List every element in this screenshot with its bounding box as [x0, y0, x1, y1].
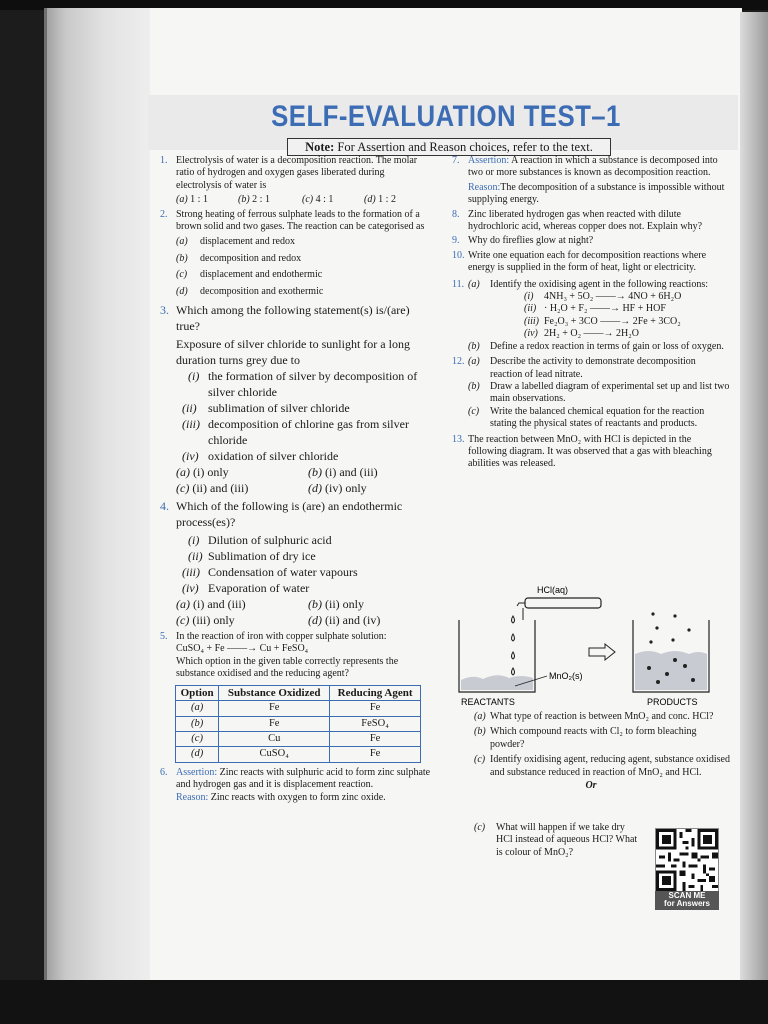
option: (a) (i) only [176, 465, 229, 480]
note-text: For Assertion and Reason choices, refer to the text. [337, 140, 593, 154]
mno2-label: MnO₂(s) [549, 671, 583, 681]
drop-icon [512, 616, 515, 675]
process-list [160, 532, 432, 596]
question-10 [452, 250, 730, 275]
option: (d) (iv) only [308, 481, 367, 496]
book-gutter [44, 8, 154, 980]
sub-question: (c) Write the balanced chemical equation for the reaction stating the physical states of reactants and products. [468, 405, 705, 430]
table-cell: Cu [219, 731, 330, 746]
process-item: (i) Dilution of sulphuric acid [188, 533, 332, 548]
right-column [452, 155, 730, 473]
sub-question: (b) Which compound reacts with Cl₂ to form bleaching powder? [474, 726, 697, 750]
option: (d) (ii) and (iv) [308, 613, 381, 628]
option: (b) (ii) only [308, 597, 364, 612]
question-number: 12. [452, 356, 465, 368]
note-box [287, 138, 611, 156]
reactants-beaker [459, 620, 535, 692]
question-13-alternative [452, 822, 642, 859]
reaction-list [468, 291, 730, 341]
question-3-block [160, 302, 432, 628]
question-text-continued: Which option in the given table correctly represents the substance oxidised and the reducing agent? [176, 655, 399, 680]
reaction: (i) 4NH₃ + 5O₂ ——→ 4NO + 6H₂O [524, 291, 682, 303]
book-edge-line [44, 8, 47, 980]
reason-label: Reason: [468, 181, 501, 193]
qr-code-icon[interactable] [655, 828, 719, 892]
table-row [176, 701, 421, 716]
assertion-text: Zinc reacts with sulphuric acid to form zinc sulphate and hydrogen gas and it is displacement reaction. [176, 766, 431, 791]
sub-question: (c) What will happen if we take dry HCl instead of aqueous HCl? What is colour of MnO₂? [474, 822, 638, 858]
table-cell: Fe [219, 716, 330, 731]
question-text: Write one equation each for decomposition reactions where energy is supplied in the form of heat, light or electricity. [468, 249, 707, 274]
statement: (ii) sublimation of silver chloride [182, 401, 350, 416]
table-header: Option [176, 685, 219, 700]
statement-list [160, 368, 432, 464]
table-header: Reducing Agent [330, 685, 421, 700]
option: (a) 1 : 1 [176, 194, 208, 206]
option: (b) 2 : 1 [238, 194, 270, 206]
option-row [160, 612, 432, 628]
option: (a) (i) and (iii) [176, 597, 246, 612]
assertion-text: A reaction in which a substance is decomposed into two or more substances is known as decomposition reaction. [468, 155, 718, 179]
reaction-equation: CuSO₄ + Fe ——→ Cu + FeSO₄ [176, 643, 309, 655]
table-cell: Fe [330, 731, 421, 746]
reactants-label: REACTANTS [461, 697, 515, 707]
table-row [176, 731, 421, 746]
statement: (i) the formation of silver by decomposition of silver chloride [188, 369, 418, 400]
arrow-icon [589, 644, 615, 660]
question-6 [160, 767, 432, 804]
options-table [175, 685, 421, 763]
table-cell: Fe [330, 747, 421, 762]
option-row [176, 194, 432, 206]
question-7 [452, 155, 730, 207]
option: (c) 4 : 1 [302, 194, 334, 206]
assertion-label: Assertion: [468, 155, 510, 166]
option-row [160, 480, 432, 496]
table-cell: Fe [219, 701, 330, 716]
sub-question: (b) Define a redox reaction in terms of gain or loss of oxygen. [468, 340, 724, 352]
question-4 [160, 498, 432, 530]
question-9 [452, 235, 730, 247]
question-8 [452, 209, 730, 234]
sub-question: (c) Identify oxidising agent, reducing agent, substance oxidised and substance reduced in reaction of MnO₂ and HCl. [474, 754, 730, 778]
option-row [160, 464, 432, 480]
question-1 [160, 155, 432, 207]
sub-question: (b) Draw a labelled diagram of experimental set up and list two main observations. [468, 380, 730, 405]
page-right-edge [740, 12, 768, 980]
option: (c) displacement and endothermic [176, 269, 323, 281]
table-cell: (a) [176, 701, 219, 716]
question-2 [160, 209, 432, 298]
table-cell: CuSO₄ [219, 747, 330, 762]
process-item: (iv) Evaporation of water [182, 581, 310, 596]
table-row [176, 747, 421, 762]
question-number: 7. [452, 155, 460, 166]
table-header: Substance Oxidized [219, 685, 330, 700]
sub-question: (a) What type of reaction is between MnO₂ and conc. HCl? [474, 711, 714, 722]
question-text: Which of the following is (are) an endothermic process(es)? [176, 499, 403, 530]
option: (a) displacement and redox [176, 236, 295, 248]
question-number: 9. [452, 235, 460, 247]
question-text: In the reaction of iron with copper sulphate solution: [176, 631, 387, 643]
process-item: (ii) Sublimation of dry ice [188, 549, 316, 564]
or-divider: Or [585, 780, 597, 792]
products-beaker [633, 612, 709, 692]
question-3 [160, 302, 432, 334]
option: (b) decomposition and redox [176, 252, 302, 264]
note-label: Note: [305, 140, 335, 154]
left-column [160, 155, 432, 806]
page-title: SELF-EVALUATION TEST–1 [271, 100, 621, 133]
question-text: Why do fireflies glow at night? [468, 235, 594, 247]
question-text: Zinc liberated hydrogen gas when reacted with dilute hydrochloric acid, whereas copper does not. Explain why? [468, 208, 703, 233]
assertion-label: Assertion: [176, 766, 218, 778]
reaction: (ii) · H₂O + F₂ ——→ HF + HOF [524, 303, 666, 315]
table-header-row [176, 685, 421, 700]
reason-text: The decomposition of a substance is impossible without supplying energy. [468, 181, 725, 206]
table-cell: (c) [176, 731, 219, 746]
option-row [160, 596, 432, 612]
reaction-diagram [453, 582, 743, 710]
reason-text: Zinc reacts with oxygen to form zinc oxide. [210, 791, 386, 803]
question-11 [452, 279, 730, 353]
question-number: 10. [452, 249, 465, 261]
sub-question: (a) Describe the activity to demonstrate decomposition reaction of lead nitrate. [468, 356, 696, 380]
table-cell: FeSO₄ [330, 716, 421, 731]
statement: (iii) decomposition of chlorine gas from silver chloride [182, 417, 409, 448]
question-number: 4. [160, 499, 169, 514]
scan-bottom-edge [0, 980, 768, 1024]
question-text: Strong heating of ferrous sulphate leads to the formation of a brown solid and two gases. The reaction can be categorised as [176, 208, 425, 233]
table-cell: (d) [176, 747, 219, 762]
question-number: 8. [452, 208, 460, 220]
question-number: 2. [160, 208, 168, 220]
question-5 [160, 631, 432, 681]
question-12 [452, 356, 730, 430]
question-13-parts [452, 711, 730, 792]
process-item: (iii) Condensation of water vapours [182, 565, 358, 580]
sub-question: (a) Identify the oxidising agent in the following reactions: [468, 278, 709, 290]
qr-caption: SCAN ME for Answers [655, 891, 719, 910]
question-text: Electrolysis of water is a decomposition reaction. The molar ratio of hydrogen and oxygen gases liberated during electrolysis of water is [176, 155, 418, 191]
question-13 [452, 434, 730, 471]
option: (b) (i) and (iii) [308, 465, 378, 480]
table-cell: Fe [330, 701, 421, 716]
reaction: (iii) Fe₂O₃ + 3CO ——→ 2Fe + 3CO₂ [524, 315, 681, 327]
statement: (iv) oxidation of silver chloride [182, 449, 339, 464]
table-cell: (b) [176, 716, 219, 731]
option: (d) 1 : 2 [364, 194, 396, 206]
reason-label: Reason: [176, 791, 209, 803]
option: (c) (ii) and (iii) [176, 481, 249, 496]
option: (c) (iii) only [176, 613, 235, 628]
question-number: 3. [160, 303, 169, 318]
question-number: 1. [160, 155, 168, 166]
question-number: 13. [452, 433, 465, 445]
dropper-icon [517, 598, 601, 620]
question-text: The reaction between MnO₂ with HCl is depicted in the following diagram. It was observed that a gas with bleaching abilities was released. [468, 433, 712, 470]
question-number: 6. [160, 766, 168, 778]
table-row [176, 716, 421, 731]
products-label: PRODUCTS [647, 697, 698, 707]
question-number: 11. [452, 278, 465, 290]
hcl-label: HCl(aq) [537, 585, 569, 595]
question-stem: Exposure of silver chloride to sunlight for a long duration turns grey due to [176, 337, 410, 368]
reaction: (iv) 2H₂ + O₂ ——→ 2H₂O [524, 328, 639, 340]
question-number: 5. [160, 631, 168, 643]
question-text: Which among the following statement(s) is/(are) true? [176, 303, 410, 334]
option: (d) decomposition and exothermic [176, 285, 324, 297]
